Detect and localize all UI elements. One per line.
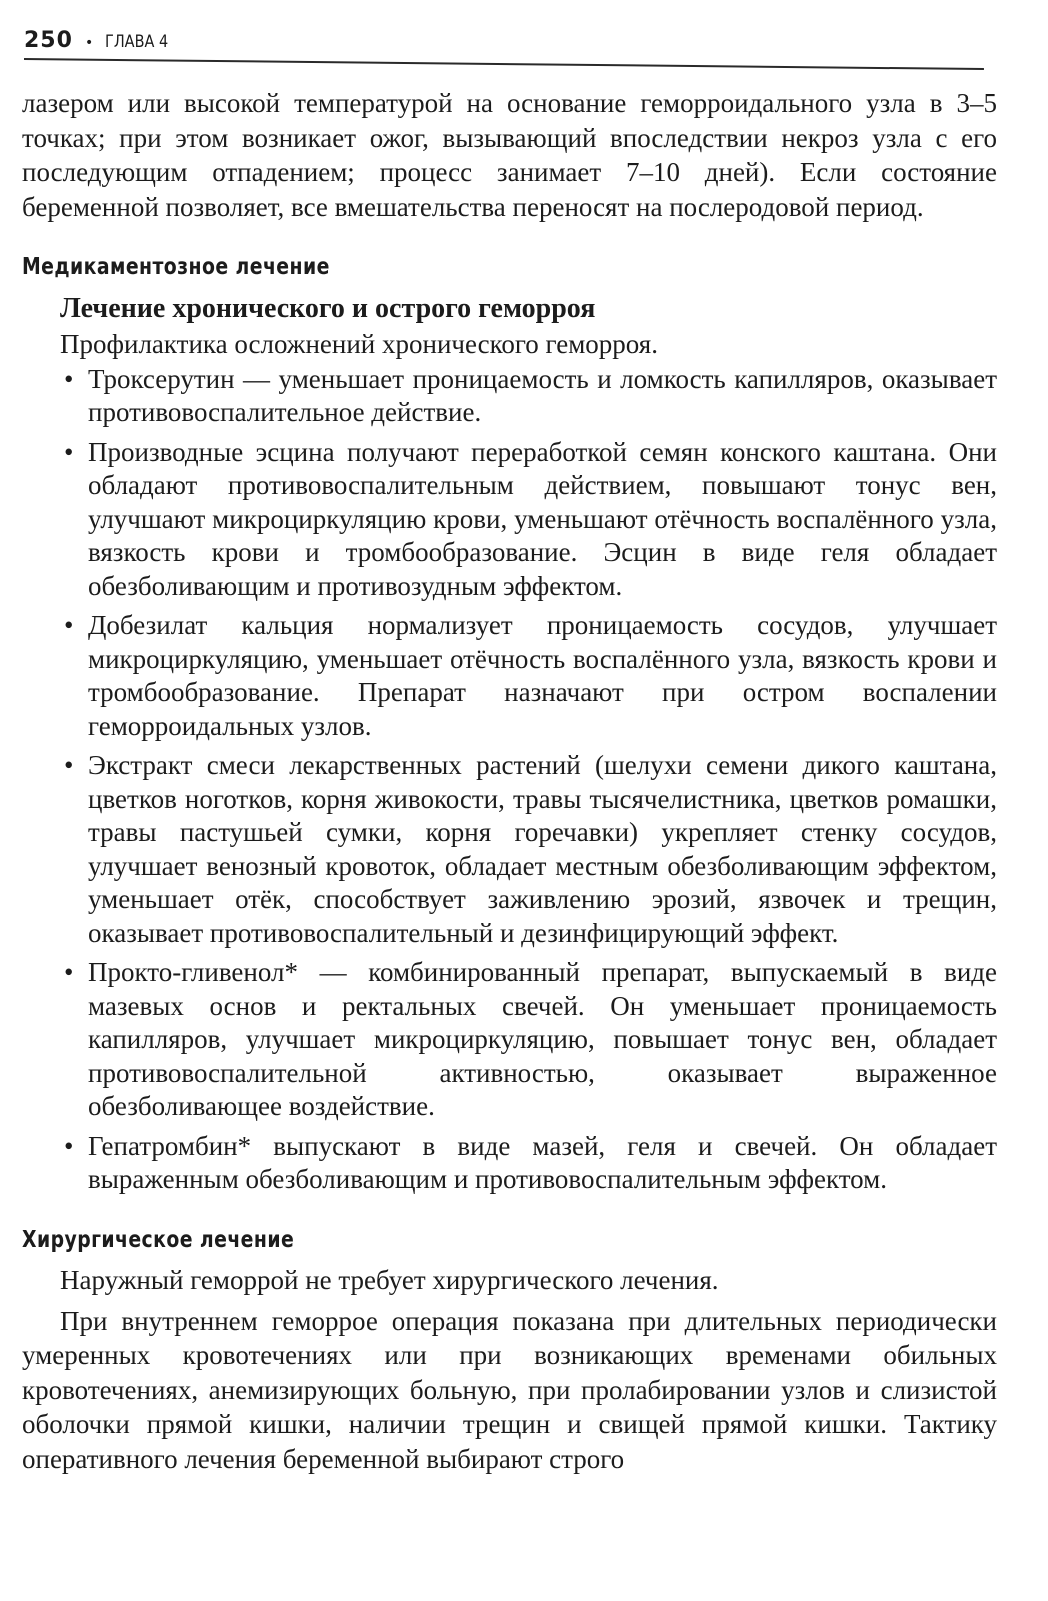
bullet-marker: • (64, 957, 74, 987)
list-item-text: Экстракт смеси лекарственных растений (шелухи семени дикого каштана, цветков ноготков, корня живокости, травы тысячелистника, цветков ромашки, травы пастушьей сумки, корня горечавки) укрепляет стенку сосудов, улучшает венозный кровоток, обладает местным обезболивающим эффектом, уменьшает отёк, способствует заживлению эрозий, язвочек и трещин, оказывает противовоспалительный и дезинфицирующий эффект. (88, 750, 997, 948)
drug-list (22, 363, 997, 1197)
header-rule (24, 58, 984, 70)
list-item-text: Гепатромбин* выпускают в виде мазей, геля и свечей. Он обладает выраженным обезболивающим и противовоспалительным эффектом. (88, 1130, 997, 1194)
page-number: 250 (24, 28, 73, 53)
bullet-marker: • (64, 750, 74, 780)
list-item-text: Производные эсцина получают переработкой семян конского каштана. Они обладают противовоспалительным действием, повышают тонус вен, улучшают микроциркуляцию крови, уменьшают отёчность воспалённого узла, вязкость крови и тромбообразование. Эсцин в виде геля обладает обезболивающим и противозудным эффектом. (88, 436, 997, 601)
section-title-surgery: Хирургическое лечение (22, 1226, 295, 1253)
running-head (24, 28, 180, 53)
list-item (64, 749, 997, 950)
list-item-text: Добезилат кальция нормализует проницаемость сосудов, улучшает микроциркуляцию, уменьшает отёчность воспалённого узла, вязкость крови и тромбообразование. Препарат назначают при остром воспалении геморроидальных узлов. (88, 610, 997, 741)
bullet-marker: • (64, 436, 74, 467)
list-item (64, 363, 997, 430)
bullet-marker: • (64, 363, 74, 394)
list-item (64, 609, 997, 743)
header-bullet: • (84, 35, 94, 51)
intro-paragraph: лазером или высокой температурой на основание геморроидального узла в 3–5 точках; при этом возникает ожог, вызывающий впоследствии некроз узла с его последующим отпадением; процесс занимает 7–10 дней). Если состояние беременной позволяет, все вмешательства переносят на послеродовой период. (22, 88, 997, 222)
list-item (64, 436, 997, 604)
subsection-title: Лечение хронического и острого геморроя (60, 292, 596, 324)
bullet-marker: • (64, 1130, 74, 1161)
chapter-label: ГЛАВА 4 (105, 32, 169, 52)
list-item-text: Прокто-гливенол* — комбинированный препарат, выпускаемый в виде мазевых основ и ректальных свечей. Он уменьшает проницаемость капилляров, улучшает микроциркуляцию, повышает тонус вен, обладает противовоспалительной активностью, оказывает выраженное обезболивающее воздействие. (88, 957, 997, 1121)
section-title-medication: Медикаментозное лечение (22, 254, 330, 280)
surgery-paragraph-2: При внутреннем геморрое операция показана при длительных периодически умеренных кровотечениях или при возникающих временами обильных кровотечениях, анемизирующих больную, при пролабировании узлов и слизистой оболочки прямой кишки, наличии трещин и свищей прямой кишки. Тактику оперативного лечения беременной выбирают строго (22, 1305, 997, 1474)
surgery-paragraph-1: Наружный геморрой не требует хирургического лечения. (60, 1265, 719, 1295)
bullet-marker: • (64, 610, 74, 640)
list-item (64, 1130, 997, 1197)
page-body (22, 86, 997, 1476)
list-item-text: Троксерутин — уменьшает проницаемость и ломкость капилляров, оказывает противовоспалительное действие. (88, 363, 997, 427)
list-item (64, 956, 997, 1124)
lead-paragraph: Профилактика осложнений хронического геморроя. (60, 328, 658, 359)
